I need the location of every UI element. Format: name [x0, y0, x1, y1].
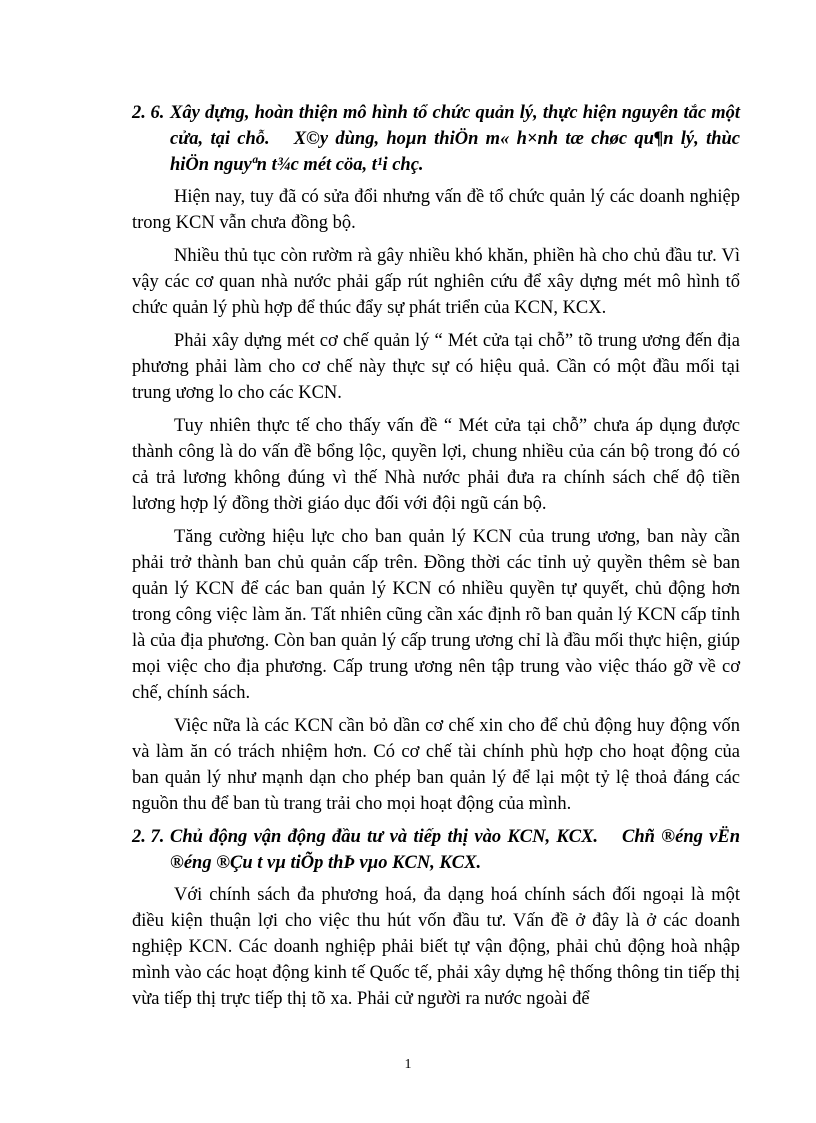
page-number: 1 — [404, 1057, 412, 1072]
paragraph: Với chính sách đa phương hoá, đa dạng hoá chính sách đối ngoại là một điều kiện thuận lợi cho việc thu hút vốn đầu tư. Vấn đề ở đây là ở các doanh nghiệp KCN. Các doanh nghiệp phải biết tự vận động, phải chủ động hoà nhập mình vào các hoạt động kinh tế Quốc tế, phải xây dựng hệ thống thông tin tiếp thị vừa tiếp thị trực tiếp thị tõ xa. Phải cử người ra nước ngoài để — [132, 885, 740, 1009]
section-heading — [132, 100, 740, 178]
section-number: 2. 7. — [132, 827, 165, 847]
paragraph: Nhiều thủ tục còn rườm rà gây nhiều khó khăn, phiền hà cho chủ đầu tư. Vì vậy các cơ quan nhà nước phải gấp rút nghiên cứu để xây dựng mét mô hình tổ chức quản lý phù hợp để thúc đẩy sự phát triển của KCN, KCX. — [132, 246, 740, 318]
section-title-legacy-encoding: Chñ ®éng vËn ®éng ®Çu t vµ tiÕp thÞ vµo KCN, KCX. — [170, 827, 741, 873]
paragraph: Tuy nhiên thực tế cho thấy vấn đề “ Mét cửa tại chỗ” chưa áp dụng được thành công là do vấn đề bổng lộc, quyền lợi, chung nhiều của cán bộ trong đó có cả trả lương không đúng vì thế Nhà nước phải đưa ra chính sách chế độ tiền lương hợp lý đồng thời giáo dục đối với đội ngũ cán bộ. — [132, 416, 740, 514]
section-number: 2. 6. — [132, 103, 165, 123]
paragraph: Phải xây dựng mét cơ chế quản lý “ Mét cửa tại chỗ” tõ trung ương đến địa phương phải làm cho cơ chế này thực sự có hiệu quả. Cần có một đầu mối tại trung ương lo cho các KCN. — [132, 331, 740, 403]
section-title: Xây dựng, hoàn thiện mô hình tổ chức quản lý, thực hiện nguyên tắc một cửa, tại chỗ. — [170, 103, 740, 149]
document-page — [132, 96, 740, 1019]
section-heading — [132, 824, 740, 876]
section-title: Chủ động vận động đầu tư và tiếp thị vào KCN, KCX. — [170, 827, 599, 847]
section-title-legacy-encoding: X©y dùng, hoµn thiÖn m« h×nh tæ chøc qu¶n lý, thùc hiÖn nguyªn t¾c mét cöa, t¹i chç. — [170, 129, 740, 175]
paragraph: Tăng cường hiệu lực cho ban quản lý KCN của trung ương, ban này cần phải trở thành ban chủ quản cấp trên. Đồng thời các tỉnh uỷ quyền thêm sè ban quản lý KCN để các ban quản lý KCN có nhiều quyền tự quyết, chủ động hơn trong công việc làm ăn. Tất nhiên cũng cần xác định rõ ban quản lý KCN cấp tỉnh là của địa phương. Còn ban quản lý cấp trung ương chỉ là đầu mối thực hiện, giúp mọi việc cho địa phương. Cấp trung ương nên tập trung vào việc tháo gỡ về cơ chế, chính sách. — [132, 527, 740, 703]
paragraph: Hiện nay, tuy đã có sửa đổi nhưng vấn đề tổ chức quản lý các doanh nghiệp trong KCN vẫn chưa đồng bộ. — [132, 187, 740, 233]
paragraph: Việc nữa là các KCN cần bỏ dần cơ chế xin cho để chủ động huy động vốn và làm ăn có trách nhiệm hơn. Có cơ chế tài chính phù hợp cho hoạt động của ban quản lý như mạnh dạn cho phép ban quản lý để lại một tỷ lệ thoả đáng các nguồn thu để ban tù trang trải cho mọi hoạt động của mình. — [132, 716, 740, 814]
